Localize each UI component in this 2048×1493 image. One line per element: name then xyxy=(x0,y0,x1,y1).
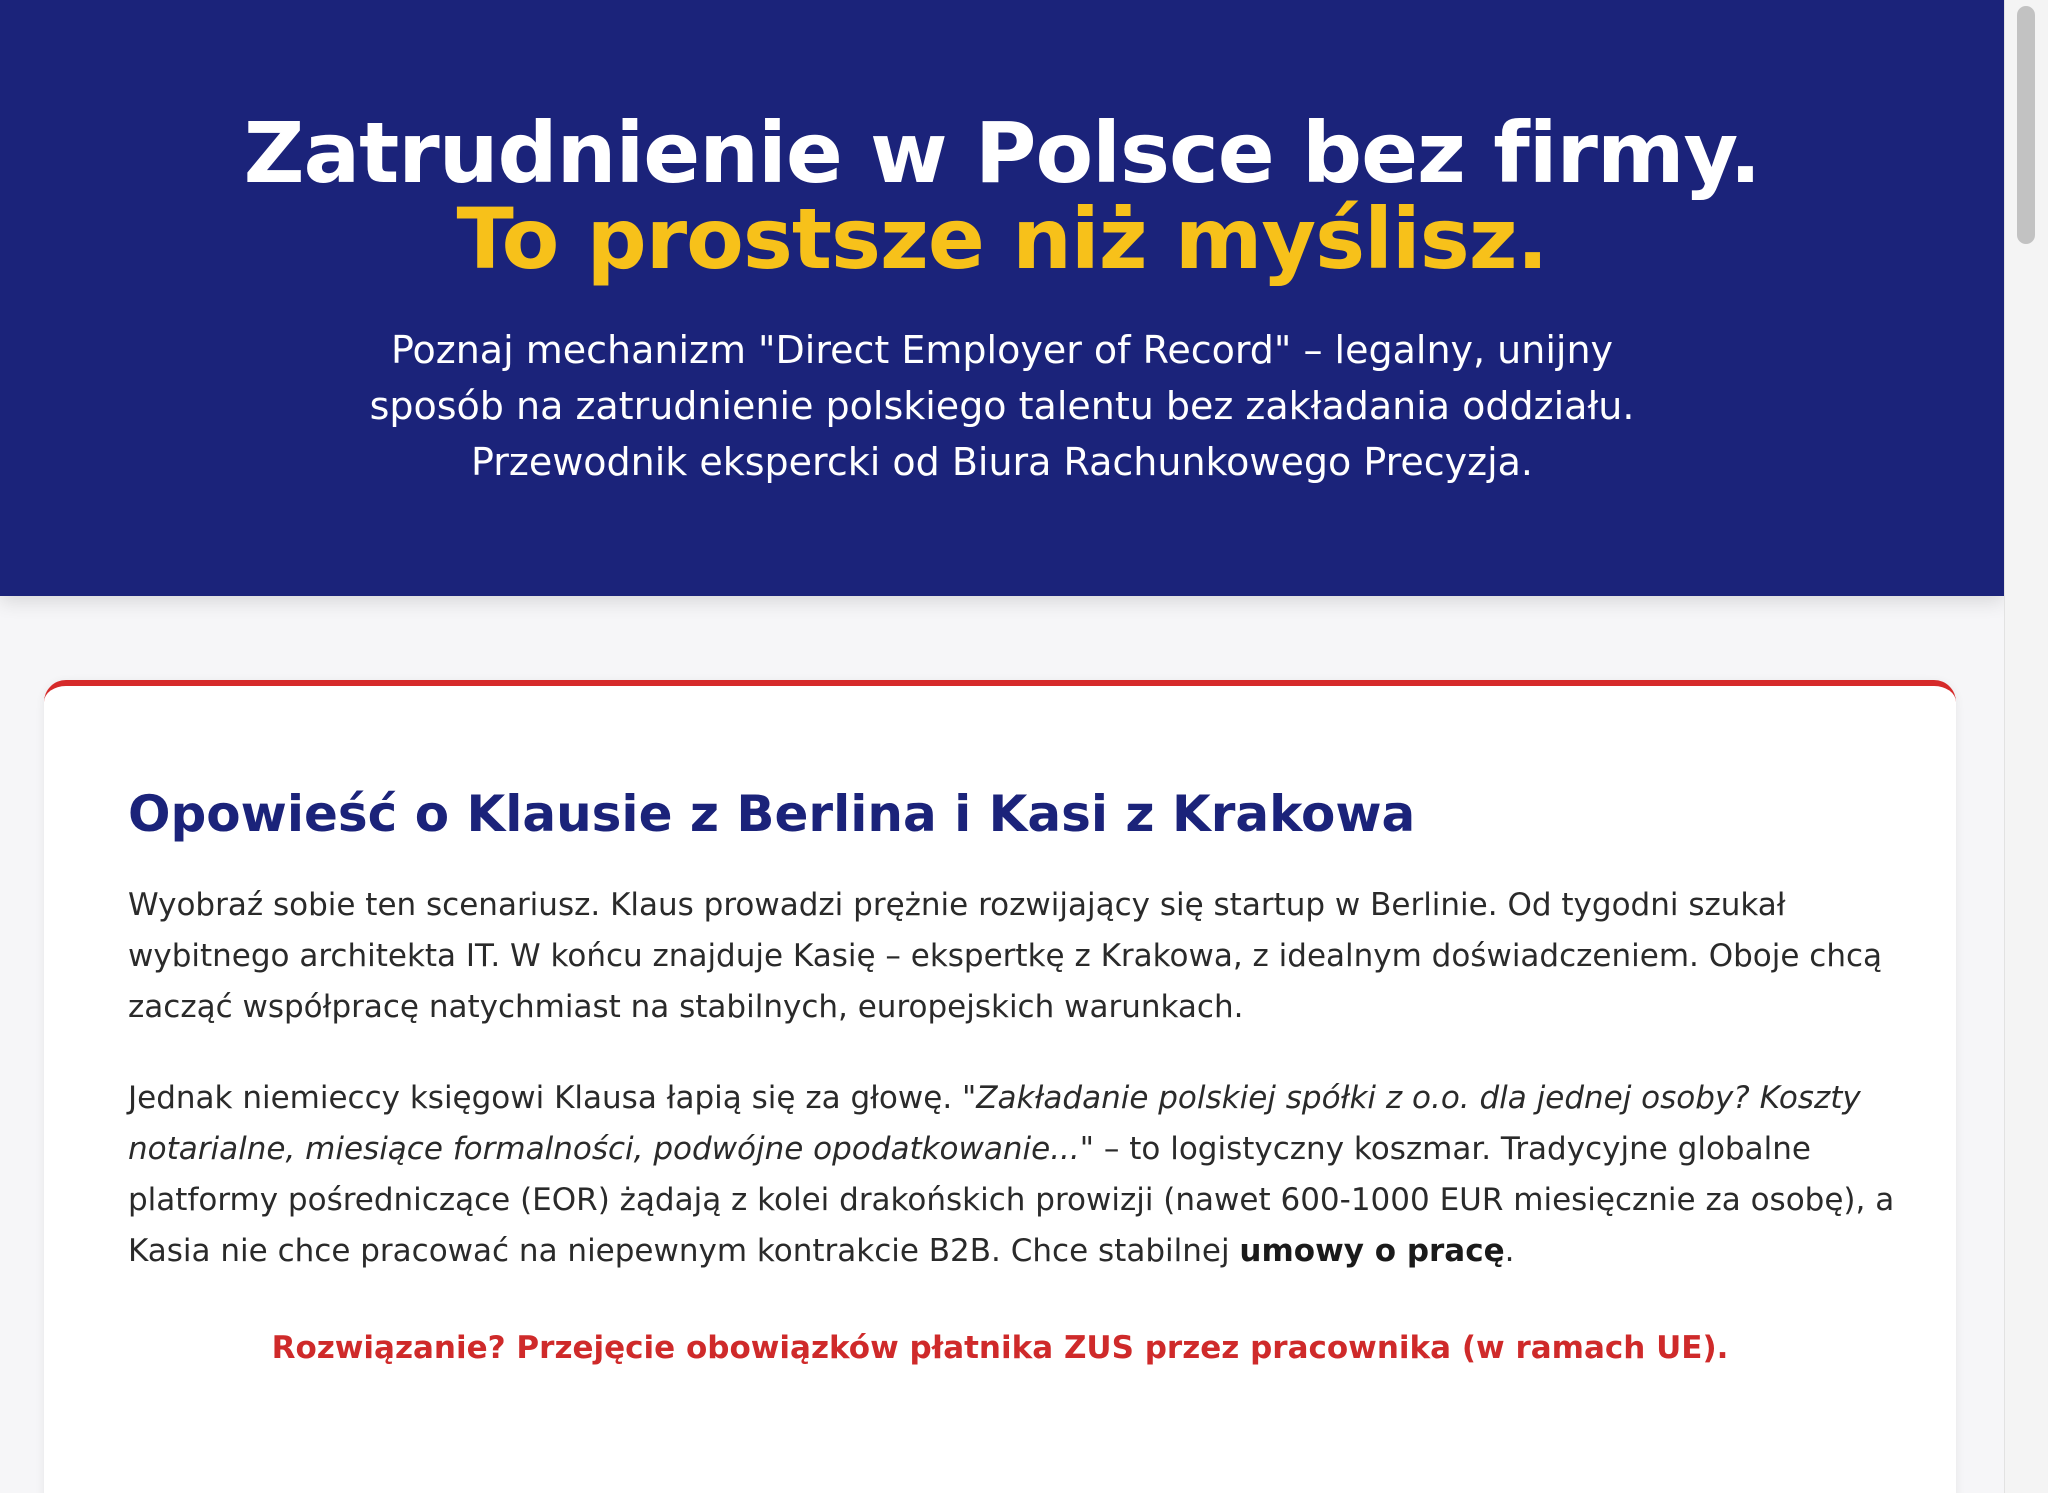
hero-title-line-2-highlight: To prostsze niż myślisz. xyxy=(456,190,1548,288)
vertical-scrollbar[interactable] xyxy=(2004,0,2048,1493)
solution-highlight: Rozwiązanie? Przejęcie obowiązków płatnika ZUS przez pracownika (w ramach UE). xyxy=(271,1330,1729,1366)
hero-section xyxy=(0,0,2004,596)
paragraph-2-end: . xyxy=(1504,1233,1515,1269)
paragraph-2-intro: Jednak niemieccy księgowi Klausa łapią się za głowę. xyxy=(128,1080,963,1116)
story-paragraph-1: Wyobraź sobie ten scenariusz. Klaus prowadzi prężnie rozwijający się startup w Berlinie. Od tygodni szukał wybitnego architekta IT. W końcu znajduje Kasię – ekspertkę z Krakowa, z idealnym doświadczeniem. Oboje chcą zacząć współpracę natychmiast na stabilnych, europejskich warunkach. xyxy=(128,887,1883,1025)
employment-contract-emphasis: umowy o pracę xyxy=(1239,1233,1505,1269)
hero-subtitle-line-3: Przewodnik ekspercki od Biura Rachunkowego Precyzja. xyxy=(471,440,1533,484)
scrollbar-thumb[interactable] xyxy=(2017,6,2035,244)
hero-subtitle xyxy=(300,322,1704,490)
hero-title xyxy=(0,104,2004,288)
hero-subtitle-line-2: sposób na zatrudnienie polskiego talentu bez zakładania oddziału. xyxy=(369,384,1635,428)
accountants-quote: "Zakładanie polskiej spółki z o.o. dla jednej osoby? Koszty notarialne, miesiące formalności, podwójne opodatkowanie..." xyxy=(128,1080,1861,1167)
story-title: Opowieść o Klausie z Berlina i Kasi z Krakowa xyxy=(128,785,1416,843)
story-paragraph-2 xyxy=(128,1073,1908,1277)
hero-title-line-1: Zatrudnienie w Polsce bez firmy. xyxy=(243,104,1761,202)
paragraph-2-middle: – to logistyczny koszmar. Tradycyjne globalne platformy pośredniczące (EOR) żądają z kolei drakońskich prowizji (nawet 600-1000 EUR miesięcznie za osobę), a Kasia nie chce pracować na niepewnym kontrakcie B2B. Chce stabilnej xyxy=(128,1131,1895,1269)
story-card xyxy=(44,680,1956,1493)
hero-subtitle-line-1: Poznaj mechanizm "Direct Employer of Record" – legalny, unijny xyxy=(390,328,1614,372)
